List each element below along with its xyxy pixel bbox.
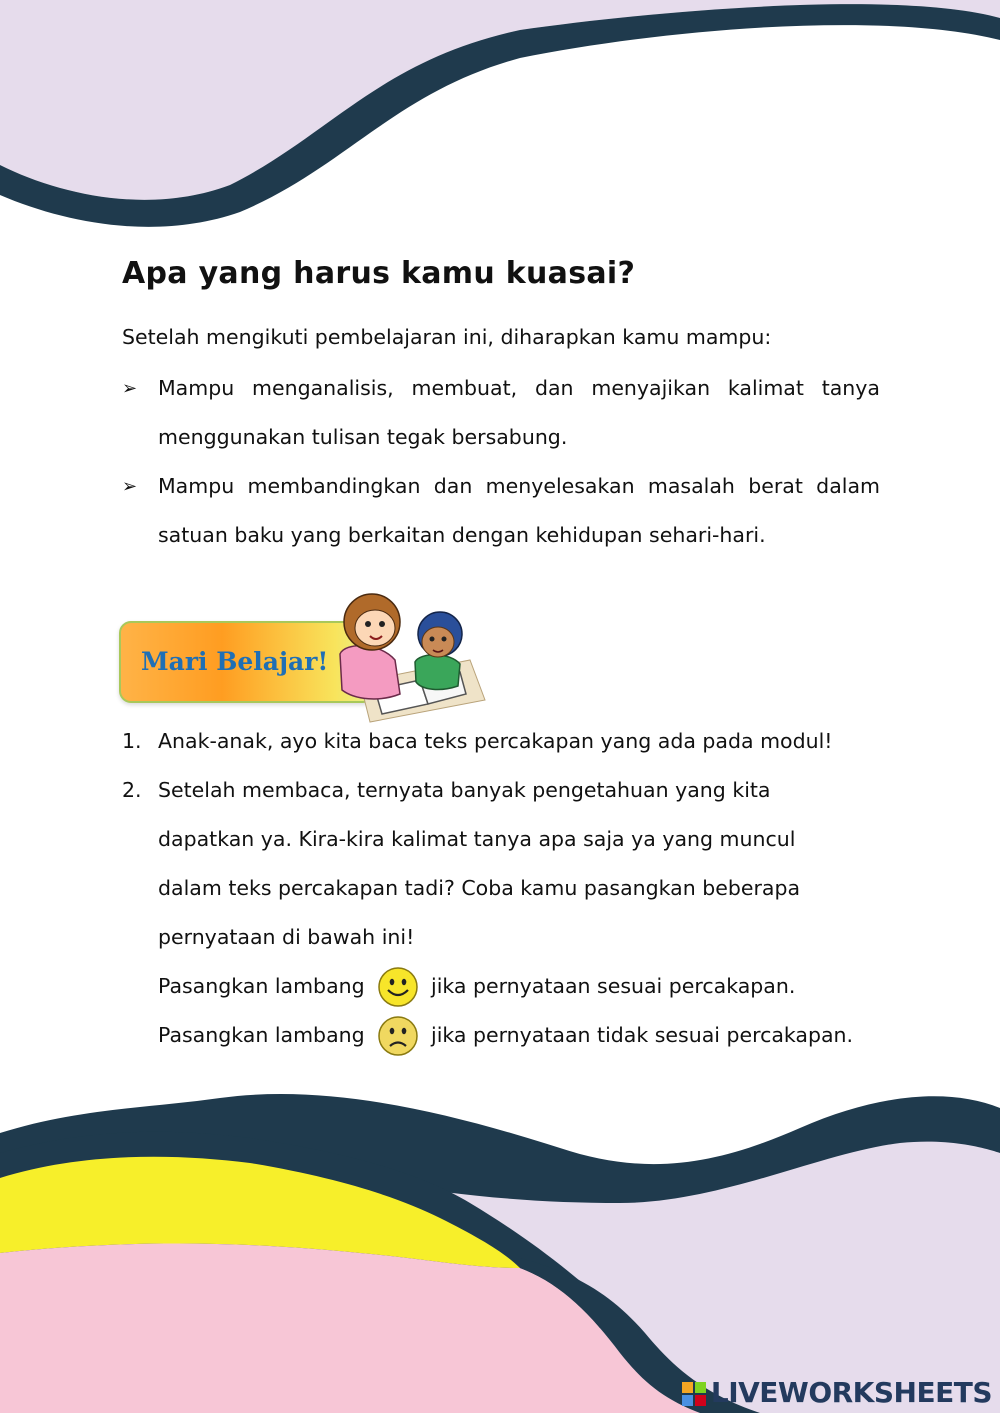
arrow-bullet-icon: ➢ xyxy=(122,476,138,497)
step-text: Anak-anak, ayo kita baca teks percakapan yang ada pada modul! xyxy=(158,729,833,753)
arrow-bullet-icon: ➢ xyxy=(122,378,138,399)
objective-item xyxy=(122,364,882,462)
legend-sad-text: jika pernyataan tidak sesuai percakapan. xyxy=(431,1023,854,1047)
legend-prefix: Pasangkan lambang xyxy=(158,1023,365,1047)
bottom-wave-decoration xyxy=(0,1053,1000,1413)
kids-reading-illustration xyxy=(320,582,490,732)
step-number: 2. xyxy=(122,778,142,802)
step-text: dalam teks percakapan tadi? Coba kamu pasangkan beberapa xyxy=(158,876,801,900)
sad-face-icon xyxy=(377,1015,419,1057)
objective-text: Mampu menganalisis, membuat, dan menyajikan kalimat tanya menggunakan tulisan tegak bersabung. xyxy=(158,376,880,449)
legend-sad xyxy=(122,1011,922,1060)
objective-item xyxy=(122,462,882,560)
step-number: 1. xyxy=(122,729,142,753)
objective-text: Mampu membandingkan dan menyelesakan masalah berat dalam satuan baku yang berkaitan dengan kehidupan sehari-hari. xyxy=(158,474,880,547)
intro-text: Setelah mengikuti pembelajaran ini, diharapkan kamu mampu: xyxy=(122,325,772,349)
watermark-text: LIVEWORKSHEETS xyxy=(710,1376,992,1409)
legend-happy xyxy=(122,962,922,1011)
page-heading: Apa yang harus kamu kuasai? xyxy=(122,256,636,291)
legend-happy-text: jika pernyataan sesuai percakapan. xyxy=(431,974,796,998)
happy-face-icon xyxy=(377,966,419,1008)
step-text: dapatkan ya. Kira-kira kalimat tanya apa saja ya yang muncul xyxy=(158,827,796,851)
top-wave-decoration xyxy=(0,0,1000,230)
liveworksheets-watermark xyxy=(681,1376,992,1409)
section-label: Mari Belajar! xyxy=(141,647,329,676)
legend-prefix: Pasangkan lambang xyxy=(158,974,365,998)
step-text: pernyataan di bawah ini! xyxy=(158,925,415,949)
liveworksheets-logo-icon xyxy=(681,1381,707,1407)
step-text: Setelah membaca, ternyata banyak pengetahuan yang kita xyxy=(158,778,771,802)
